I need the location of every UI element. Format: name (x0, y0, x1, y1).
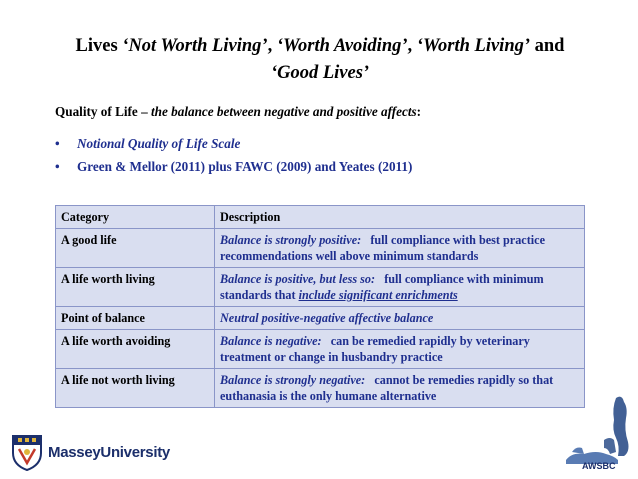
table-row (56, 369, 585, 408)
table-header-row (56, 206, 585, 229)
category-cell: Point of balance (56, 307, 215, 330)
bullet-icon: • (55, 136, 60, 151)
crest-icon (10, 433, 44, 471)
category-cell: A life not worth living (56, 369, 215, 408)
column-header-category: Category (56, 206, 215, 229)
description-cell: Balance is strongly positive: full compliance with best practice recommendations well above minimum standards (215, 229, 585, 268)
awsbc-wordmark: AWSBC (582, 461, 616, 471)
table-row (56, 268, 585, 307)
massey-wordmark: MasseyUniversity (48, 443, 170, 461)
bullet-item: • Green & Mellor (2011) plus FAWC (2009) and Yeates (2011) (55, 159, 413, 174)
quality-of-life-definition: Quality of Life – the balance between negative and positive affects: (55, 104, 422, 119)
slide-title: Lives ‘Not Worth Living’, ‘Worth Avoiding’, ‘Worth Living’ and ‘Good Lives’ (75, 36, 565, 83)
category-cell: A good life (56, 229, 215, 268)
bullet-icon: • (55, 159, 60, 174)
bullet-list (55, 136, 412, 182)
description-cell: Neutral positive-negative affective balance (215, 307, 585, 330)
column-header-description: Description (215, 206, 585, 229)
category-cell: A life worth avoiding (56, 330, 215, 369)
massey-university-logo (10, 432, 170, 472)
table-row (56, 307, 585, 330)
category-cell: A life worth living (56, 268, 215, 307)
description-cell: Balance is negative: can be remedied rapidly by veterinary treatment or change in husbandry practice (215, 330, 585, 369)
bullet-item: • Notional Quality of Life Scale (55, 136, 241, 151)
quality-of-life-table (55, 205, 585, 408)
description-cell: Balance is positive, but less so: full compliance with minimum standards that include significant enrichments (215, 268, 585, 307)
table-row (56, 330, 585, 369)
description-cell: Balance is strongly negative: cannot be remedies rapidly so that euthanasia is the only humane alternative (215, 369, 585, 408)
table-row (56, 229, 585, 268)
